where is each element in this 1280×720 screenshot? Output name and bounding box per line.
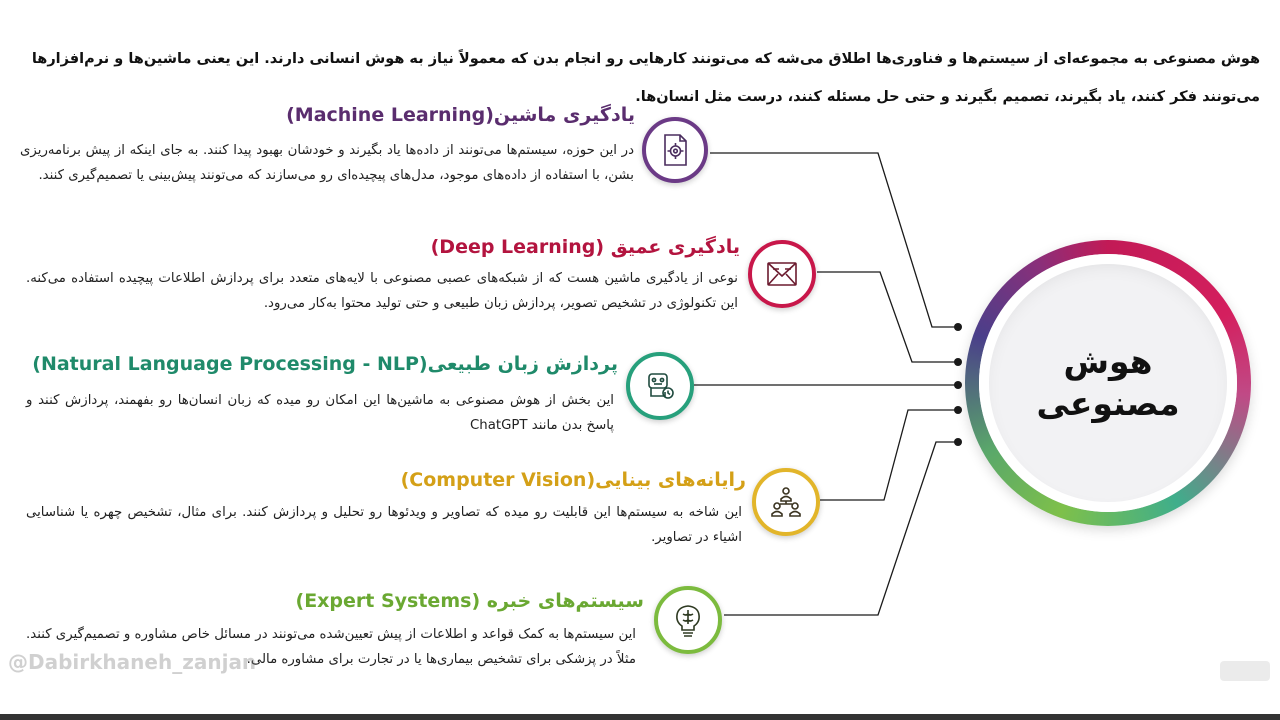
branch-title-expert-systems: سیستم‌های خبره (Expert Systems): [295, 590, 644, 612]
connector-ml: [710, 153, 958, 327]
connector-dl: [817, 272, 958, 362]
branch-title-machine-learning: یادگیری ماشین(Machine Learning): [286, 104, 635, 126]
connector-dot-ml: [954, 323, 962, 331]
connector-es: [724, 442, 958, 615]
branch-title-deep-learning: یادگیری عمیق (Deep Learning): [430, 236, 740, 258]
ai-hub-circle: [965, 240, 1251, 526]
connector-dot-es: [954, 438, 962, 446]
connector-cv: [820, 410, 958, 500]
connector-dot-dl: [954, 358, 962, 366]
brain-bulb-icon: [654, 586, 722, 654]
intro-paragraph: هوش مصنوعی به مجموعه‌ای از سیستم‌ها و فناوری‌ها اطلاق می‌شه که می‌تونند کارهایی رو انجام بدن که معمولاً نیاز به هوش انسانی دارند. این یعنی ماشین‌ها و نرم‌افزارها می‌تونند فکر کنند، یاد بگیرند، تصمیم بگیرند و حتی حل مسئله کنند، درست مثل انسان‌ها.: [31, 51, 1260, 105]
branch-title-computer-vision: رایانه‌های بینایی(Computer Vision): [400, 469, 746, 491]
hub-line-2: مصنوعی: [1036, 384, 1180, 423]
robot-chat-icon: [626, 352, 694, 420]
connector-dot-nlp: [954, 381, 962, 389]
image-envelope-icon: [748, 240, 816, 308]
ai-hub-label: [979, 254, 1237, 512]
bottom-bar: [0, 714, 1280, 720]
document-gear-icon: [642, 117, 708, 183]
people-network-icon: [752, 468, 820, 536]
branch-desc-expert-systems: این سیستم‌ها به کمک قواعد و اطلاعات از پیش تعیین‌شده می‌تونند در مسائل خاص مشاوره و تصمیم‌گیری کنند. مثلاً در پزشکی برای تشخیص بیماری‌ها یا در تجارت برای مشاوره مالی.: [26, 627, 636, 667]
connector-dot-cv: [954, 406, 962, 414]
hub-line-1: هوش: [1063, 342, 1153, 381]
branch-desc-machine-learning: در این حوزه، سیستم‌ها می‌تونند از داده‌ها یاد بگیرند و خودشان بهبود پیدا کنند. به جای اینکه از پیش برنامه‌ریزی بشن، با استفاده از داده‌های موجود، مدل‌های پیچیده‌ای رو می‌سازند که می‌تونند پیش‌بینی یا تصمیم‌گیری کنند.: [20, 143, 634, 183]
channel-watermark: @Dabirkhaneh_zanjan: [8, 650, 257, 674]
branch-desc-computer-vision: این شاخه به سیستم‌ها این قابلیت رو میده که تصاویر و ویدئوها رو تحلیل و پردازش کنند. برای مثال، تشخیص چهره یا شناسایی اشیاء در تصاویر.: [26, 505, 742, 545]
player-control[interactable]: [1220, 661, 1270, 681]
branch-title-nlp: پردازش زبان طبیعی(Natural Language Processing - NLP): [32, 353, 618, 375]
branch-desc-deep-learning: نوعی از یادگیری ماشین هست که از شبکه‌های عصبی مصنوعی با لایه‌های متعدد برای پردازش اطلاعات پیچیده استفاده می‌کنه. این تکنولوژی در تشخیص تصویر، پردازش زبان طبیعی و حتی تولید محتوا به‌کار می‌رود.: [26, 271, 738, 311]
branch-desc-nlp: این بخش از هوش مصنوعی به ماشین‌ها این امکان رو میده که زبان انسان‌ها رو بفهمند، پردازش کنند و پاسخ بدن مانند ChatGPT: [26, 393, 614, 433]
